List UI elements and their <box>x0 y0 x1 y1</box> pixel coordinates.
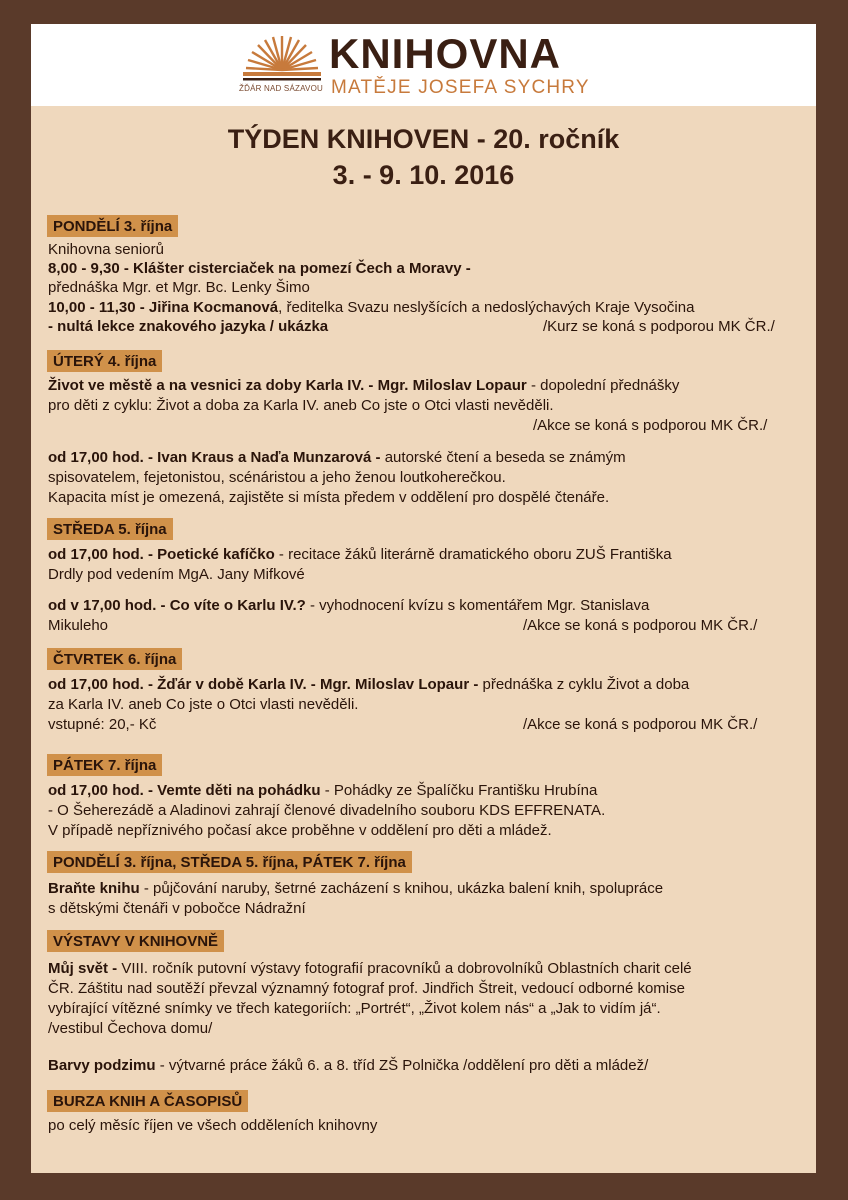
text-line: Drdly pod vedením MgA. Jany Mifkové <box>48 566 305 583</box>
text-line: s dětskými čtenáři v pobočce Nádražní <box>48 900 306 917</box>
logo-town: ŽĎÁR NAD SÁZAVOU <box>239 84 323 93</box>
page-dates: 3. - 9. 10. 2016 <box>332 160 515 190</box>
support-note: /Akce se koná s podporou MK ČR./ <box>523 716 758 733</box>
text-line: Knihovna seniorů <box>48 241 164 258</box>
sunrise-book-logo-icon <box>241 32 323 87</box>
text-line: Barvy podzimu - výtvarné práce žáků 6. a 8. tříd ZŠ Polnička /oddělení pro děti a mládež/ <box>48 1057 649 1074</box>
text-line: Braňte knihu - půjčování naruby, šetrné zacházení s knihou, ukázka balení knih, spolupráce <box>48 880 664 897</box>
text-line: V případě nepříznivého počasí akce proběhne v oddělení pro děti a mládež. <box>48 822 552 839</box>
section-thursday: ČTVRTEK 6. října <box>47 648 182 670</box>
text-line: po celý měsíc říjen ve všech odděleních knihovny <box>48 1117 378 1134</box>
support-note: /Akce se koná s podporou MK ČR./ <box>523 617 758 634</box>
section-wednesday: STŘEDA 5. října <box>47 518 173 540</box>
text-line: za Karla IV. aneb Co jste o Otci vlasti nevěděli. <box>48 696 359 713</box>
text-line: vybírající vítězné snímky ve třech kategoriích: „Portrét“, „Život kolem nás“ a „Jak to vidím já“. <box>48 1000 661 1017</box>
text-line: 8,00 - 9,30 - Klášter cisterciaček na pomezí Čech a Moravy - <box>48 260 471 277</box>
section-tuesday: ÚTERÝ 4. října <box>47 350 162 372</box>
support-note: /Akce se koná s podporou MK ČR./ <box>533 417 768 434</box>
text-line: /vestibul Čechova domu/ <box>48 1020 213 1037</box>
support-note: /Kurz se koná s podporou MK ČR./ <box>543 318 775 335</box>
text-line: Život ve městě a na vesnici za doby Karla IV. - Mgr. Miloslav Lopaur - dopolední přednášky <box>48 377 680 394</box>
text-line: 10,00 - 11,30 - Jiřina Kocmanová, ředitelka Svazu neslyšících a nedoslýchavých Kraje Vysočina <box>48 299 695 316</box>
text-line: Mikuleho <box>48 617 109 634</box>
text-line: Můj svět - VIII. ročník putovní výstavy fotografií pracovníků a dobrovolníků Oblastních charit celé <box>48 960 692 977</box>
header <box>31 24 816 106</box>
program-content <box>31 106 816 1173</box>
text-line: od v 17,00 hod. - Co víte o Karlu IV.? - vyhodnocení kvízu s komentářem Mgr. Stanislava <box>48 597 650 614</box>
text-line: ČR. Záštitu nad soutěží převzal významný fotograf prof. Jindřich Štreit, vedoucí odborné komise <box>48 980 685 997</box>
text-line: od 17,00 hod. - Vemte děti na pohádku - Pohádky ze Špalíčku Františku Hrubína <box>48 782 598 799</box>
page-title: TÝDEN KNIHOVEN - 20. ročník <box>227 124 620 154</box>
logo-title: KNIHOVNA <box>329 30 562 77</box>
section-monday: PONDĚLÍ 3. října <box>47 215 178 237</box>
text-line: - nultá lekce znakového jazyka / ukázka <box>48 318 329 335</box>
section-friday: PÁTEK 7. října <box>47 754 162 776</box>
logo-subtitle: MATĚJE JOSEFA SYCHRY <box>331 77 590 98</box>
text-line: přednáška Mgr. et Mgr. Bc. Lenky Šimo <box>48 279 310 296</box>
section-book-fair: BURZA KNIH A ČASOPISŮ <box>47 1090 248 1112</box>
text-line: od 17,00 hod. - Ivan Kraus a Naďa Munzarová - autorské čtení a beseda se známým <box>48 449 626 466</box>
text-line: od 17,00 hod. - Poetické kafíčko - recitace žáků literárně dramatického oboru ZUŠ Františka <box>48 546 672 563</box>
text-line: od 17,00 hod. - Žďár v době Karla IV. - Mgr. Miloslav Lopaur - přednáška z cyklu Život a doba <box>48 676 690 693</box>
section-multi-day: PONDĚLÍ 3. října, STŘEDA 5. října, PÁTEK 7. října <box>47 851 412 873</box>
text-line: vstupné: 20,- Kč <box>48 716 157 733</box>
text-line: spisovatelem, fejetonistou, scénáristou a jeho ženou loutkoherečkou. <box>48 469 506 486</box>
text-line: pro děti z cyklu: Život a doba za Karla IV. aneb Co jste o Otci vlasti nevěděli. <box>48 397 554 414</box>
text-line: - O Šeherezádě a Aladinovi zahrají členové divadelního souboru KDS EFFRENATA. <box>48 802 606 819</box>
section-exhibitions: VÝSTAVY V KNIHOVNĚ <box>47 930 224 952</box>
text-line: Kapacita míst je omezená, zajistěte si místa předem v oddělení pro dospělé čtenáře. <box>48 489 610 506</box>
